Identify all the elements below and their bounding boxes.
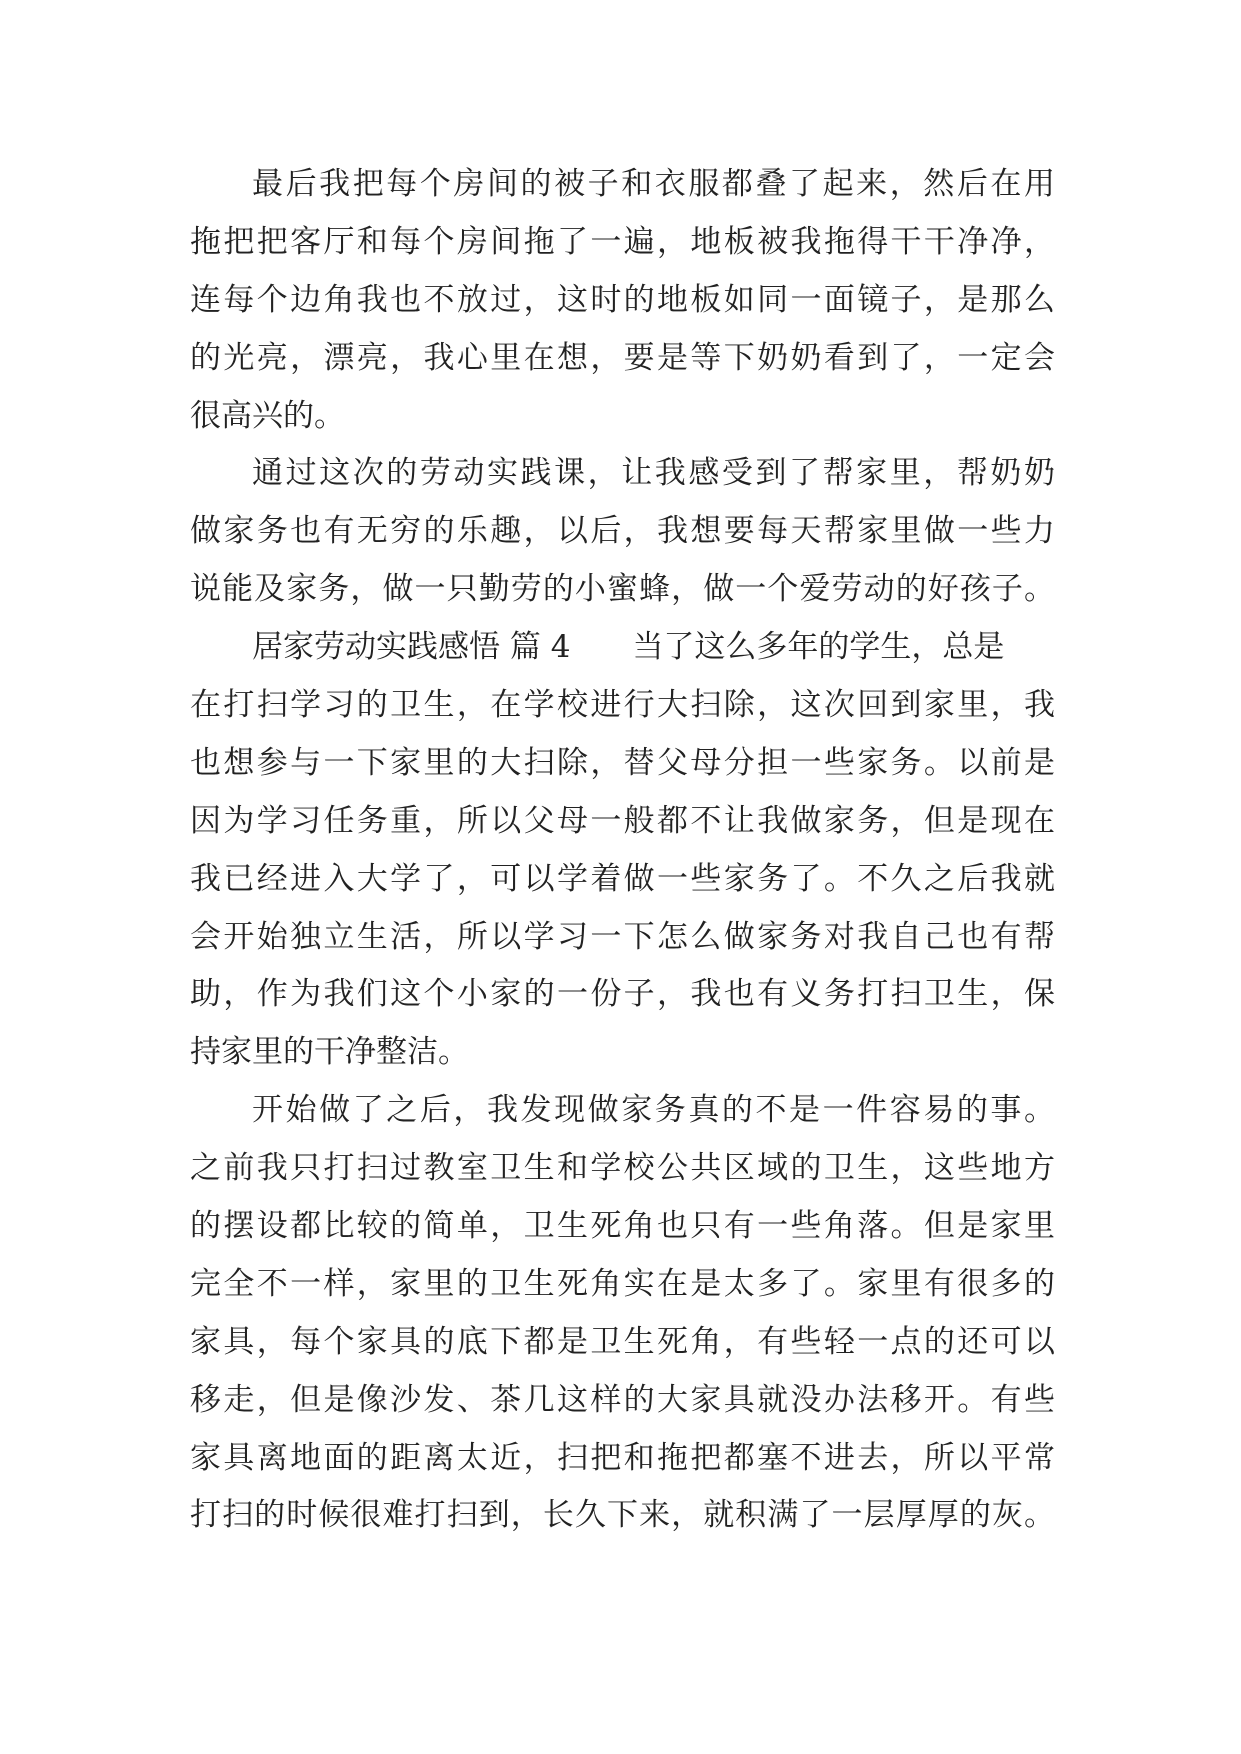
text-line: 连每个边角我也不放过，这时的地板如同一面镜子，是那么 [190, 281, 1055, 318]
text-line: 会开始独立生活，所以学习一下怎么做家务对我自己也有帮 [190, 918, 1055, 955]
section-heading-line [190, 619, 1055, 677]
text-line: 最后我把每个房间的被子和衣服都叠了起来，然后在用 [252, 166, 1055, 202]
text-line: 的摆设都比较的简单，卫生死角也只有一些角落。但是家里 [190, 1208, 1055, 1245]
section-heading: 居家劳动实践感悟 篇 4 [252, 629, 571, 666]
text-line: 的光亮，漂亮，我心里在想，要是等下奶奶看到了，一定会 [190, 339, 1055, 376]
text-line: 在打扫学习的卫生，在学校进行大扫除，这次回到家里，我 [190, 687, 1055, 724]
text-line: 助，作为我们这个小家的一份子，我也有义务打扫卫生，保 [190, 976, 1055, 1013]
text-line: 也想参与一下家里的大扫除，替父母分担一些家务。以前是 [190, 744, 1055, 781]
text-line: 因为学习任务重，所以父母一般都不让我做家务，但是现在 [190, 802, 1055, 839]
text-line: 完全不一样，家里的卫生死角实在是太多了。家里有很多的 [190, 1265, 1055, 1302]
text-line: 拖把把客厅和每个房间拖了一遍，地板被我拖得干干净净， [190, 223, 1055, 260]
text-line: 我已经进入大学了，可以学着做一些家务了。不久之后我就 [190, 860, 1055, 897]
text-line-continuation: 当了这么多年的学生，总是 [632, 629, 1005, 666]
text-line: 家具离地面的距离太近，扫把和拖把都塞不进去，所以平常 [190, 1439, 1055, 1476]
text-line: 说能及家务，做一只勤劳的小蜜蜂，做一个爱劳动的好孩子。 [190, 571, 1055, 608]
text-line: 通过这次的劳动实践课，让我感受到了帮家里，帮奶奶 [252, 455, 1055, 492]
text-line: 很高兴的。 [190, 397, 345, 434]
text-line: 之前我只打扫过教室卫生和学校公共区域的卫生，这些地方 [190, 1150, 1055, 1187]
text-line: 做家务也有无穷的乐趣，以后，我想要每天帮家里做一些力 [190, 513, 1055, 550]
text-line: 打扫的时候很难打扫到，长久下来，就积满了一层厚厚的灰。 [190, 1497, 1055, 1534]
text-line: 开始做了之后，我发现做家务真的不是一件容易的事。 [252, 1092, 1055, 1129]
text-line: 家具，每个家具的底下都是卫生死角，有些轻一点的还可以 [190, 1323, 1055, 1360]
text-line: 移走，但是像沙发、茶几这样的大家具就没办法移开。有些 [190, 1381, 1055, 1418]
text-line: 持家里的干净整洁。 [190, 1034, 469, 1071]
document-body [190, 156, 1055, 1545]
